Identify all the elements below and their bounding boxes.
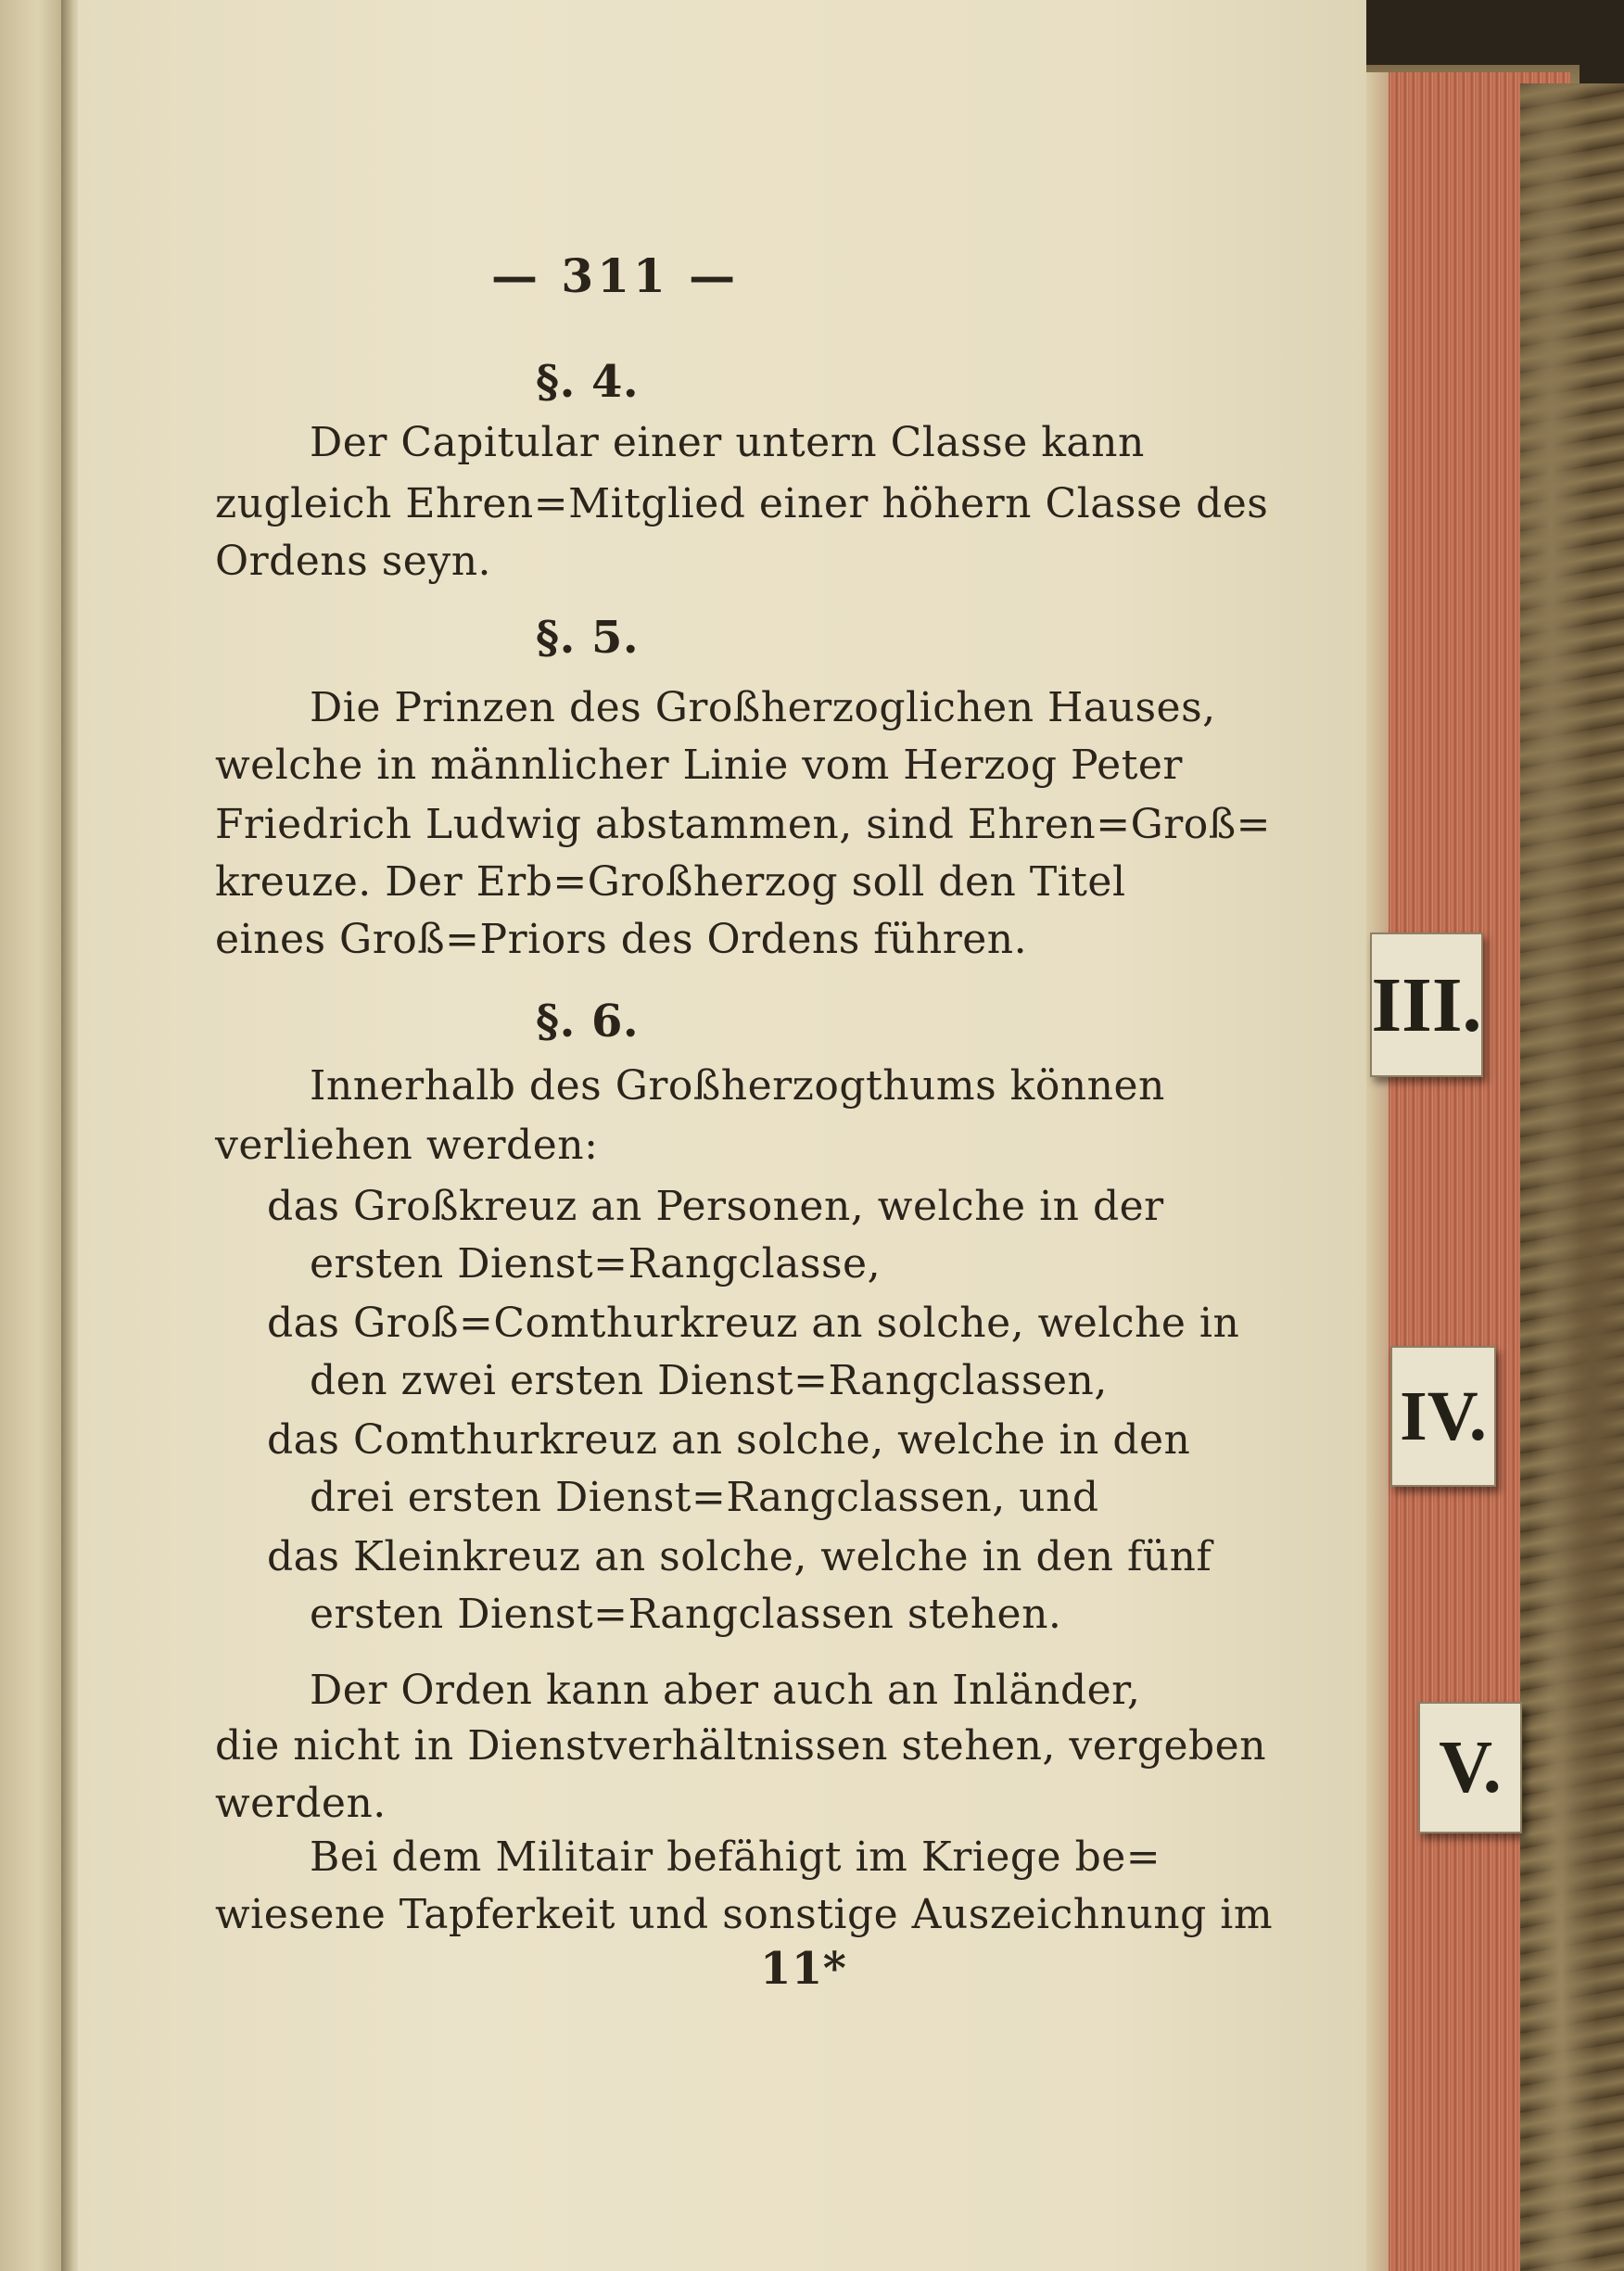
index-tab-3[interactable] <box>1370 933 1483 1077</box>
text-line: ersten Dienst=Rangclassen stehen. <box>310 1591 1062 1638</box>
text-line: drei ersten Dienst=Rangclassen, und <box>310 1474 1099 1521</box>
signature-mark: 11* <box>760 1943 847 1995</box>
text-line: das Groß=Comthurkreuz an solche, welche in <box>267 1300 1240 1347</box>
section-heading: §. 4. <box>536 356 640 408</box>
text-line: welche in männlicher Linie vom Herzog Peter <box>215 742 1183 789</box>
text-line: verliehen werden: <box>215 1122 599 1169</box>
text-line: Der Orden kann aber auch an Inländer, <box>310 1667 1141 1714</box>
text-line: eines Groß=Priors des Ordens führen. <box>215 916 1028 963</box>
index-tab-5[interactable] <box>1418 1702 1522 1833</box>
marbled-cover <box>1520 83 1624 2271</box>
text-line: das Kleinkreuz an solche, welche in den fünf <box>267 1533 1212 1580</box>
text-line: Bei dem Militair befähigt im Kriege be= <box>310 1833 1161 1881</box>
index-tab-label: V. <box>1439 1726 1502 1808</box>
text-line: werden. <box>215 1780 387 1827</box>
text-line: kreuze. Der Erb=Großherzog soll den Titel <box>215 858 1126 906</box>
text-line: Ordens seyn. <box>215 538 492 585</box>
text-line: die nicht in Dienstverhältnissen stehen, vergeben <box>215 1722 1267 1770</box>
index-tab-label: IV. <box>1400 1377 1487 1455</box>
text-line: das Großkreuz an Personen, welche in der <box>267 1183 1164 1230</box>
index-tab-label: III. <box>1371 961 1482 1048</box>
index-tab-4[interactable] <box>1390 1346 1496 1487</box>
section-heading: §. 6. <box>536 996 640 1047</box>
text-line: Der Capitular einer untern Classe kann <box>310 419 1145 466</box>
text-line: wiesene Tapferkeit und sonstige Auszeichnung im <box>215 1891 1274 1938</box>
page-number: — 311 — <box>491 248 740 303</box>
text-line: Innerhalb des Großherzogthums können <box>310 1062 1165 1110</box>
text-line: den zwei ersten Dienst=Rangclassen, <box>310 1357 1108 1404</box>
section-heading: §. 5. <box>536 612 640 664</box>
text-line: Die Prinzen des Großherzoglichen Hauses, <box>310 684 1216 731</box>
text-line: Friedrich Ludwig abstammen, sind Ehren=Groß= <box>215 801 1272 848</box>
facing-page-edge <box>0 0 69 2271</box>
text-line: das Comthurkreuz an solche, welche in den <box>267 1416 1191 1464</box>
text-line: ersten Dienst=Rangclasse, <box>310 1240 882 1288</box>
page-edge-shade <box>1366 72 1389 2271</box>
text-line: zugleich Ehren=Mitglied einer höhern Classe des <box>215 480 1269 527</box>
